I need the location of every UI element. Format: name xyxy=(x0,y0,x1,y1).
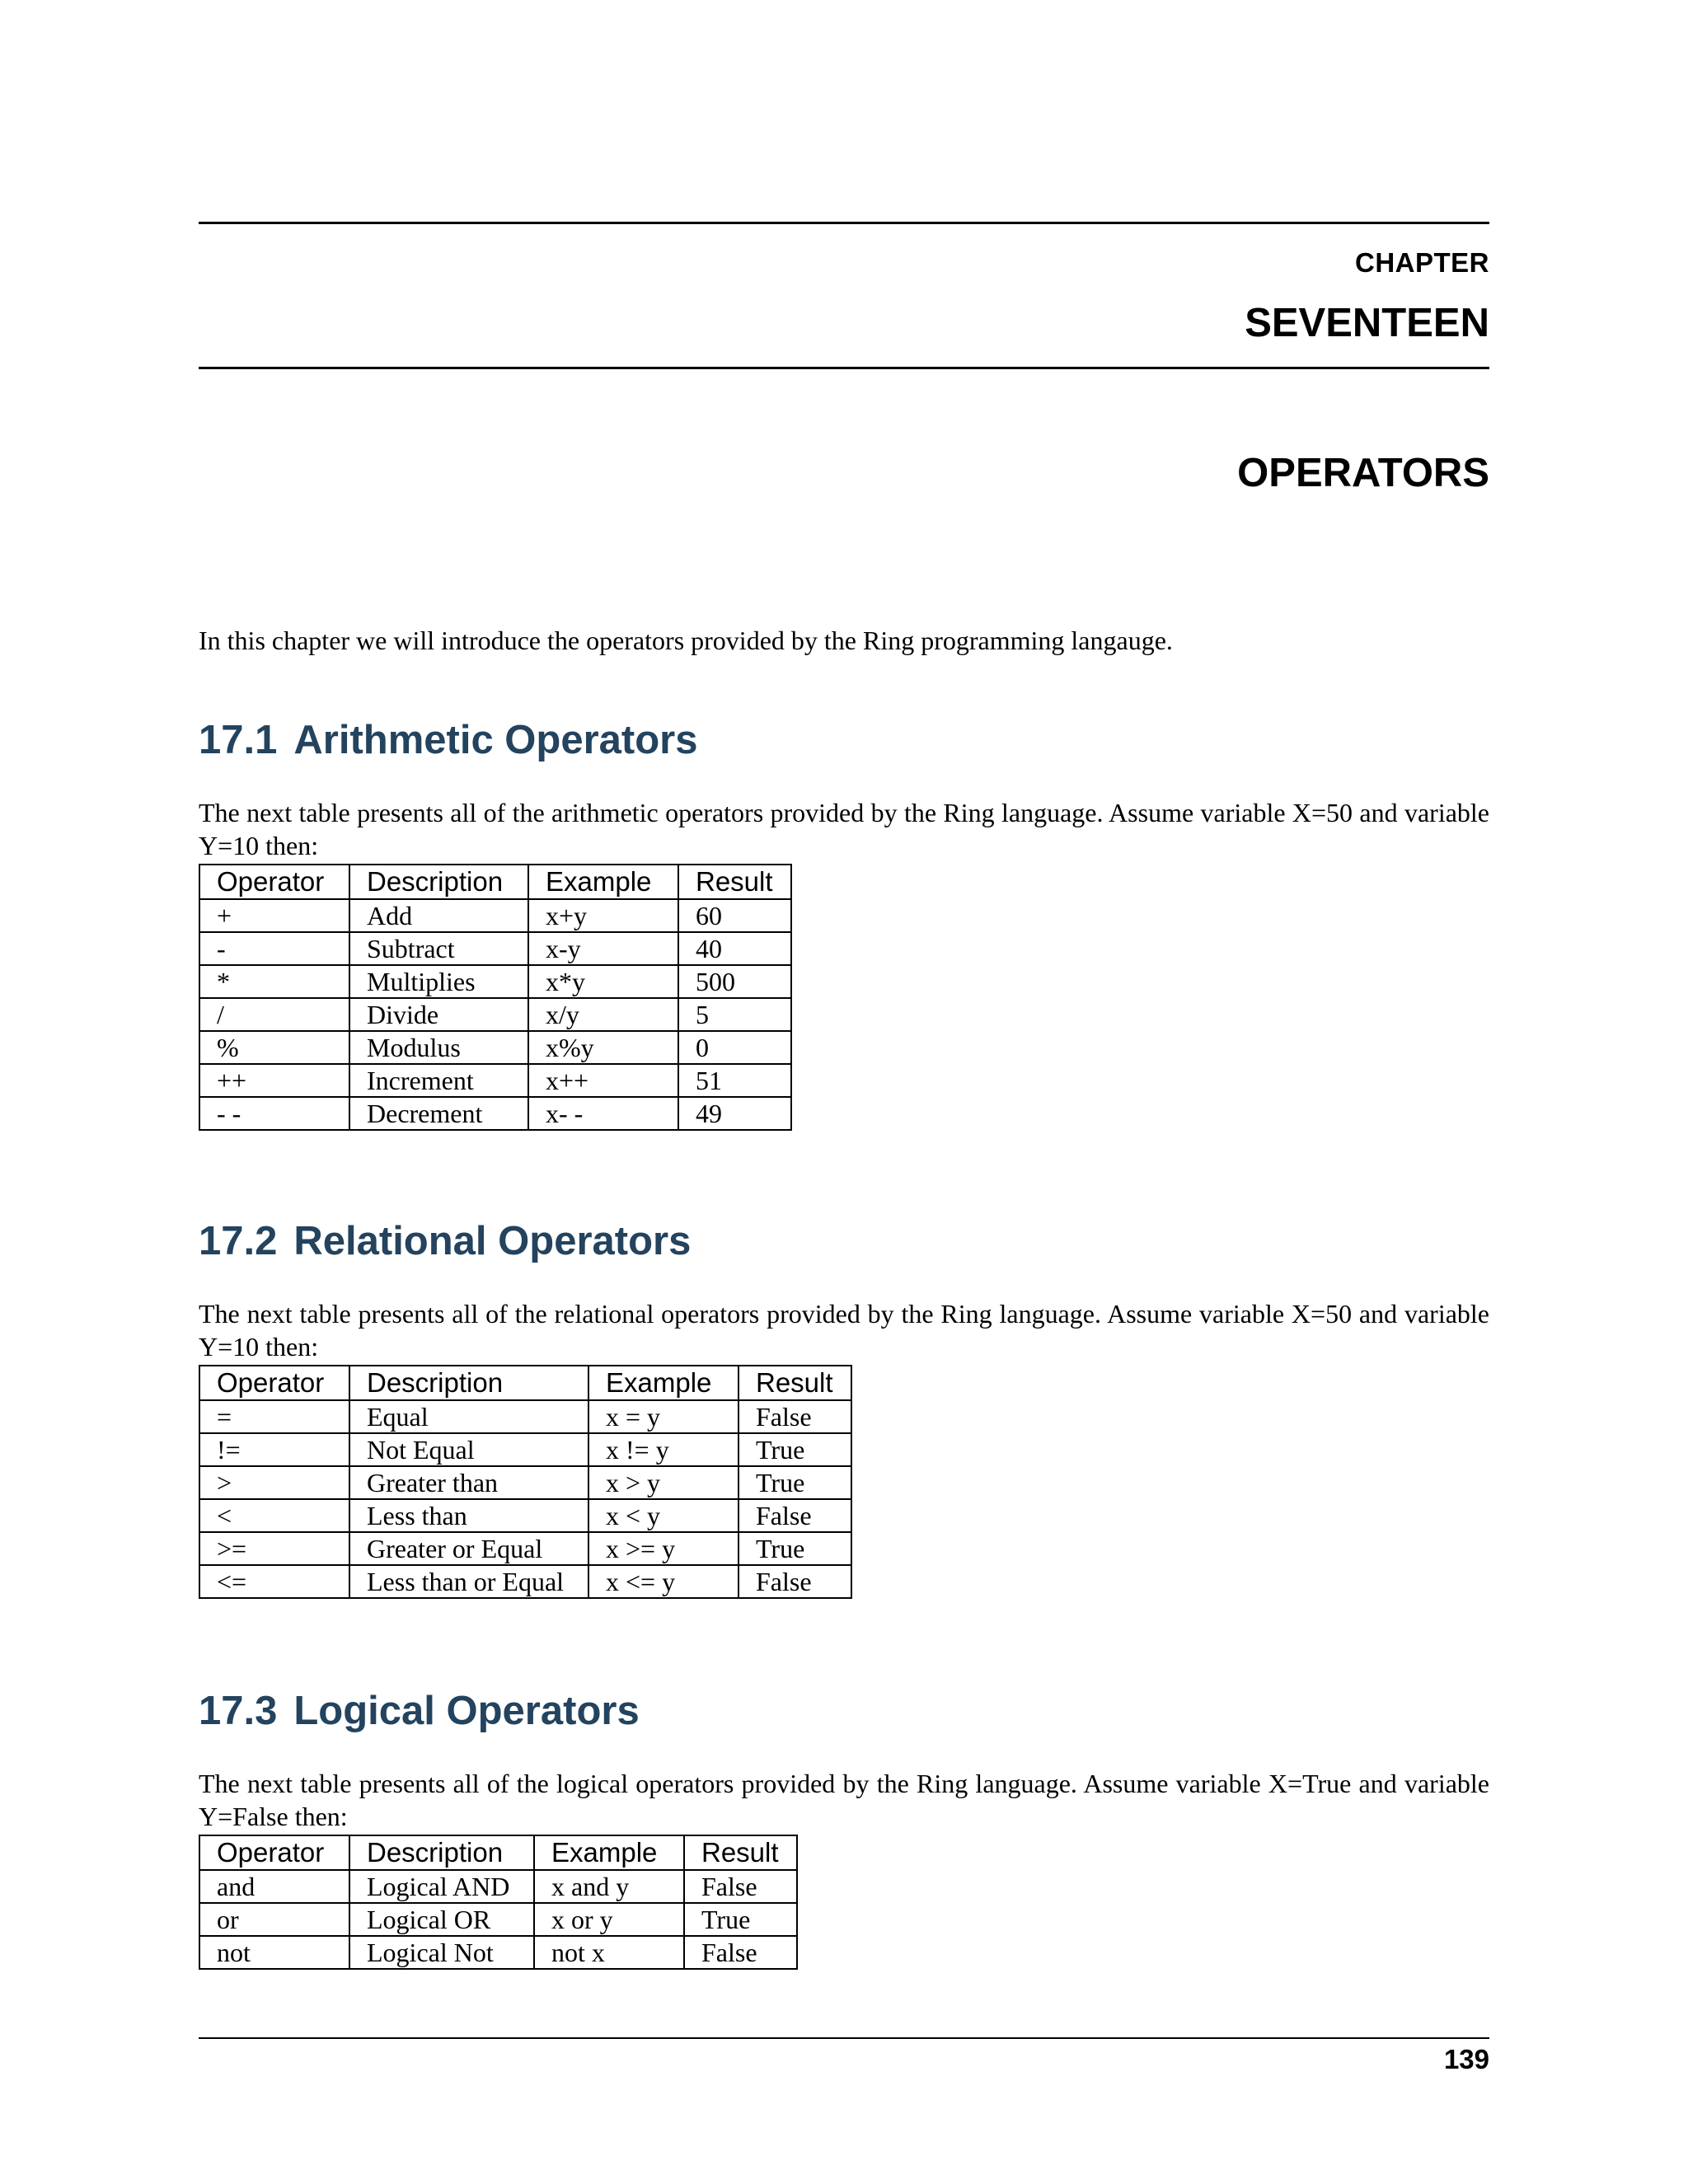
table-cell: x and y xyxy=(534,1870,684,1903)
section-number: 17.2 xyxy=(199,1219,278,1263)
section-number: 17.3 xyxy=(199,1689,278,1733)
table-cell: > xyxy=(199,1466,349,1499)
table-cell: False xyxy=(684,1936,797,1969)
table-cell: Greater than xyxy=(349,1466,588,1499)
column-header: Description xyxy=(349,1835,534,1870)
table-cell: True xyxy=(738,1433,851,1466)
table-cell: Not Equal xyxy=(349,1433,588,1466)
table-cell: x < y xyxy=(588,1499,738,1532)
table-cell: False xyxy=(684,1870,797,1903)
table-cell: False xyxy=(738,1565,851,1598)
column-header: Example xyxy=(534,1835,684,1870)
table-cell: Greater or Equal xyxy=(349,1532,588,1565)
column-header: Operator xyxy=(199,1835,349,1870)
table-cell: <= xyxy=(199,1565,349,1598)
footer-rule xyxy=(199,2037,1489,2039)
table-cell: Logical Not xyxy=(349,1936,534,1969)
chapter-number: SEVENTEEN xyxy=(1245,301,1489,345)
table-row xyxy=(199,1400,851,1433)
table-header-row xyxy=(199,1835,797,1870)
chapter-bottom-rule xyxy=(199,367,1489,369)
table-cell: or xyxy=(199,1903,349,1936)
column-header: Result xyxy=(678,865,791,899)
section-title: Relational Operators xyxy=(293,1219,692,1263)
table-cell: x = y xyxy=(588,1400,738,1433)
table-cell: x- - xyxy=(528,1097,678,1130)
table-cell: ++ xyxy=(199,1064,349,1097)
column-header: Description xyxy=(349,1366,588,1400)
table-cell: Subtract xyxy=(349,932,528,965)
column-header: Result xyxy=(684,1835,797,1870)
table-cell: True xyxy=(738,1532,851,1565)
table-row xyxy=(199,1903,797,1936)
table-row xyxy=(199,1064,791,1097)
table-cell: x or y xyxy=(534,1903,684,1936)
table-row xyxy=(199,1433,851,1466)
table-cell: Divide xyxy=(349,998,528,1031)
table-cell: < xyxy=(199,1499,349,1532)
section-heading xyxy=(199,1686,1489,1736)
section-heading xyxy=(199,1216,1489,1266)
table-cell: x*y xyxy=(528,965,678,998)
table-cell: x != y xyxy=(588,1433,738,1466)
column-header: Operator xyxy=(199,865,349,899)
table-cell: - xyxy=(199,932,349,965)
table-cell: not x xyxy=(534,1936,684,1969)
table-cell: x > y xyxy=(588,1466,738,1499)
table-cell: Less than xyxy=(349,1499,588,1532)
chapter-title: OPERATORS xyxy=(1237,451,1489,495)
table-cell: >= xyxy=(199,1532,349,1565)
table-cell: % xyxy=(199,1031,349,1064)
arithmetic-operators-table xyxy=(199,864,792,1131)
table-cell: x <= y xyxy=(588,1565,738,1598)
table-row xyxy=(199,1870,797,1903)
table-cell: Logical AND xyxy=(349,1870,534,1903)
table-cell: 60 xyxy=(678,899,791,932)
table-cell: 0 xyxy=(678,1031,791,1064)
page-number: 139 xyxy=(1443,2044,1489,2074)
section-logical xyxy=(199,1686,1489,1970)
table-cell: 500 xyxy=(678,965,791,998)
table-row xyxy=(199,1532,851,1565)
table-cell: Multiplies xyxy=(349,965,528,998)
table-header-row xyxy=(199,865,791,899)
table-cell: and xyxy=(199,1870,349,1903)
chapter-label: CHAPTER xyxy=(1354,247,1489,278)
table-cell: Logical OR xyxy=(349,1903,534,1936)
section-relational xyxy=(199,1216,1489,1599)
table-cell: = xyxy=(199,1400,349,1433)
column-header: Example xyxy=(588,1366,738,1400)
table-cell: x++ xyxy=(528,1064,678,1097)
section-paragraph: The next table presents all of the relational operators provided by the Ring language. Assume variable X=50 and variable Y=10 then: xyxy=(199,1299,1489,1361)
chapter-top-rule xyxy=(199,222,1489,224)
column-header: Result xyxy=(738,1366,851,1400)
section-title: Arithmetic Operators xyxy=(293,718,698,762)
table-header-row xyxy=(199,1366,851,1400)
table-cell: != xyxy=(199,1433,349,1466)
table-cell: Decrement xyxy=(349,1097,528,1130)
table-row xyxy=(199,1499,851,1532)
section-arithmetic xyxy=(199,715,1489,1131)
table-cell: 40 xyxy=(678,932,791,965)
column-header: Operator xyxy=(199,1366,349,1400)
table-row xyxy=(199,1565,851,1598)
table-cell: Equal xyxy=(349,1400,588,1433)
table-cell: not xyxy=(199,1936,349,1969)
table-cell: 49 xyxy=(678,1097,791,1130)
section-paragraph: The next table presents all of the arithmetic operators provided by the Ring language. Assume variable X=50 and variable Y=10 then: xyxy=(199,798,1489,860)
table-cell: True xyxy=(738,1466,851,1499)
section-title: Logical Operators xyxy=(293,1689,640,1733)
table-cell: x >= y xyxy=(588,1532,738,1565)
table-row xyxy=(199,1097,791,1130)
table-cell: True xyxy=(684,1903,797,1936)
table-cell: x%y xyxy=(528,1031,678,1064)
table-cell: x-y xyxy=(528,932,678,965)
table-cell: False xyxy=(738,1499,851,1532)
table-cell: Increment xyxy=(349,1064,528,1097)
table-row xyxy=(199,1936,797,1969)
table-cell: Modulus xyxy=(349,1031,528,1064)
table-row xyxy=(199,932,791,965)
table-row xyxy=(199,965,791,998)
table-row xyxy=(199,1466,851,1499)
table-cell: + xyxy=(199,899,349,932)
table-cell: Add xyxy=(349,899,528,932)
table-row xyxy=(199,1031,791,1064)
table-row xyxy=(199,998,791,1031)
column-header: Example xyxy=(528,865,678,899)
logical-operators-table xyxy=(199,1835,798,1970)
column-header: Description xyxy=(349,865,528,899)
table-cell: - - xyxy=(199,1097,349,1130)
section-number: 17.1 xyxy=(199,718,278,762)
table-cell: * xyxy=(199,965,349,998)
table-cell: x/y xyxy=(528,998,678,1031)
section-heading xyxy=(199,715,1489,765)
table-cell: / xyxy=(199,998,349,1031)
table-cell: False xyxy=(738,1400,851,1433)
intro-paragraph: In this chapter we will introduce the operators provided by the Ring programming langauge. xyxy=(199,626,1173,655)
section-paragraph: The next table presents all of the logical operators provided by the Ring language. Assume variable X=True and variable Y=False then: xyxy=(199,1769,1489,1831)
table-cell: Less than or Equal xyxy=(349,1565,588,1598)
table-cell: 51 xyxy=(678,1064,791,1097)
relational-operators-table xyxy=(199,1365,852,1599)
table-cell: 5 xyxy=(678,998,791,1031)
table-cell: x+y xyxy=(528,899,678,932)
table-row xyxy=(199,899,791,932)
